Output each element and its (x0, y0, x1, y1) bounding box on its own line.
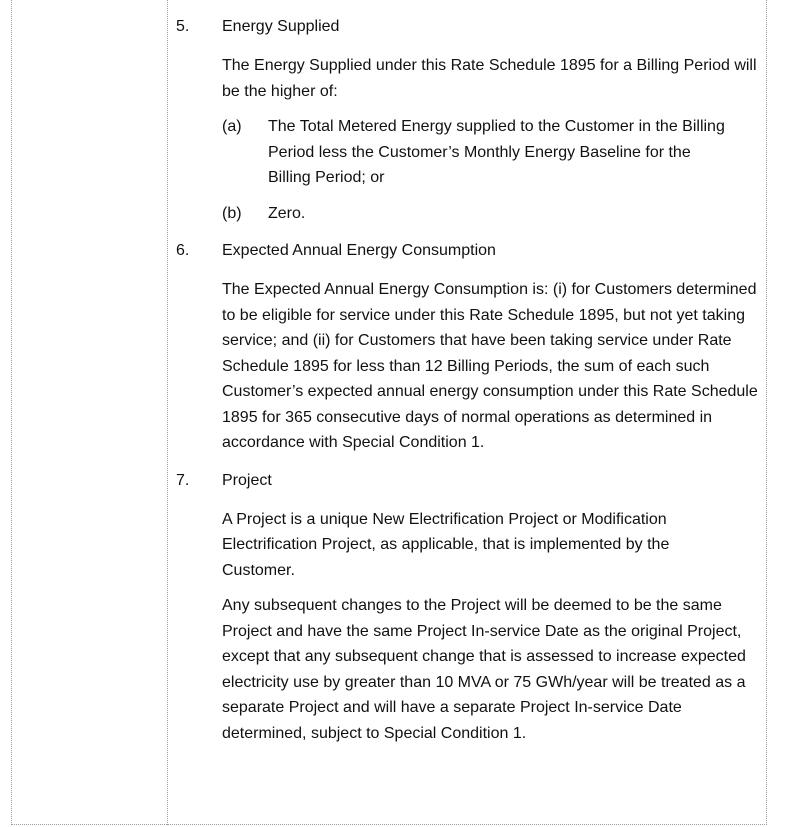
list-item (222, 114, 760, 191)
section-heading (176, 470, 760, 492)
section-number: 5. (176, 18, 190, 35)
section-energy-supplied (176, 16, 760, 226)
section-expected-annual-energy-consumption (176, 240, 760, 456)
section-title: Expected Annual Energy Consumption (222, 242, 496, 259)
section-paragraph: A Project is a unique New Electrification Project or Modification Electrification Project, as applicable, that is implemented by the Customer. (222, 510, 670, 579)
section-paragraph: The Expected Annual Energy Consumption is: (i) for Customers determined to be eligible for service under this Rate Schedule 1895, but not yet taking service; and (ii) for Customers that have been taking service under Rate Schedule 1895 for less than 12 Billing Periods, the sum of each such Customer’s expected annual energy consumption under this Rate Schedule 1895 for 365 consecutive days of normal operations as determined in accordance with Special Condition 1. (222, 281, 758, 451)
section-number: 7. (176, 471, 190, 489)
section-title: Energy Supplied (222, 18, 340, 35)
section-heading (176, 16, 760, 38)
section-project (176, 470, 760, 747)
section-number: 6. (176, 242, 190, 259)
section-paragraph: Any subsequent changes to the Project will be deemed to be the same Project and have the same Project In-service Date as the original Project, except that any subsequent change that is assessed to increase expected electricity use by greater than 10 MVA or 75 GWh/year will be treated as a separate Project and will have a separate Project In-service Date determined, subject to Special Condition 1. (222, 597, 746, 742)
document-content (176, 16, 760, 760)
list-item-label: (a) (222, 118, 242, 135)
list-item-text: Zero. (268, 204, 306, 222)
section-title: Project (222, 471, 272, 489)
section-paragraph: The Energy Supplied under this Rate Schedule 1895 for a Billing Period will be the higher of: (222, 57, 757, 100)
list-item-label: (b) (222, 204, 242, 222)
list-item-text: The Total Metered Energy supplied to the Customer in the Billing Period less the Customer’s Monthly Energy Baseline for the Billing Period; or (268, 118, 725, 186)
section-heading (176, 240, 760, 262)
list-item (222, 201, 760, 227)
column-divider (167, 0, 168, 825)
